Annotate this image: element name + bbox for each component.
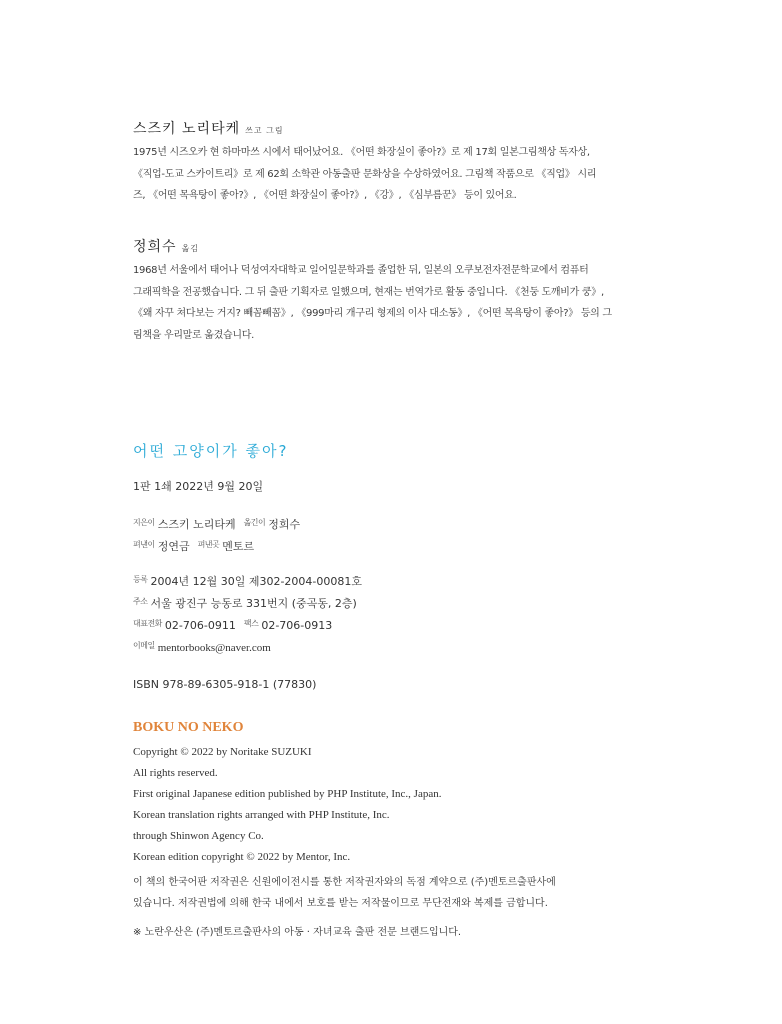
book-title: 어떤 고양이가 좋아? [133, 442, 289, 460]
publisher-label: 펴낸이 [133, 540, 155, 549]
address-value: 서울 광진구 능동로 331번지 (중곡동, 2층) [150, 597, 357, 610]
phone-value: 02-706-0911 [164, 619, 236, 632]
author-heading [133, 118, 633, 138]
copyright-line: First original Japanese edition published by PHP Institute, Inc., Japan. [133, 788, 442, 800]
original-copyright [133, 742, 633, 868]
email-value[interactable]: mentorbooks@naver.com [157, 642, 271, 654]
credits [133, 513, 633, 557]
original-title: BOKU NO NEKO [133, 720, 244, 735]
notice-line: 있습니다. 저작권법에 의해 한국 내에서 보호를 받는 저작물이므로 무단전재와 복제를 금합니다. [133, 898, 548, 909]
email-label: 이메일 [133, 641, 155, 650]
translator-section [133, 236, 633, 346]
author-name: 스즈키 노리타케 [133, 121, 241, 137]
copyright-line: Korean translation rights arranged with PHP Institute, Inc. [133, 809, 390, 821]
translator-bio-line: 《왜 자꾸 쳐다보는 거지? 빼꼼빼꼼》, 《999마리 개구리 형제의 이사 대소동》, 《어떤 목욕탕이 좋아?》 등의 그 [133, 308, 612, 319]
author-role: 쓰고 그림 [245, 126, 284, 135]
translator-label: 옮긴이 [243, 518, 266, 527]
phone-label: 대표전화 [133, 619, 162, 628]
copyright-notice [133, 872, 633, 914]
registration-value: 2004년 12월 30일 제302-2004-00081호 [150, 575, 362, 588]
author-bio-line: 즈, 《어떤 목욕탕이 좋아?》, 《어떤 화장실이 좋아?》, 《강》, 《심부름꾼》 등이 있어요. [133, 190, 517, 201]
author-bio-line: 《직업-도교 스카이트리》로 제 62회 소학관 아동출판 문화상을 수상하였어요. 그림책 작품으로 《직업》 시리 [133, 168, 597, 180]
copyright-line: through Shinwon Agency Co. [133, 830, 264, 842]
registration-label: 등록 [133, 575, 148, 584]
translator-bio [133, 260, 633, 346]
isbn: ISBN 978-89-6305-918-1 (77830) [133, 678, 317, 691]
notice-line: 이 책의 한국어판 저작권은 신원에이전시를 통한 저작권자와의 독점 계약으로 (주)멘토르출판사에 [133, 877, 556, 888]
author-label: 지은이 [133, 518, 155, 527]
address-row [133, 592, 633, 614]
email-row [133, 636, 633, 658]
address-label: 주소 [133, 597, 148, 606]
brand-note: ※ 노란우산은 (주)멘토르출판사의 아동 · 자녀교육 출판 전문 브랜드입니다. [133, 927, 462, 938]
fax-label: 팩스 [243, 619, 259, 628]
publisher-info [133, 570, 633, 658]
fax-value: 02-706-0913 [261, 619, 333, 632]
copyright-line: All rights reserved. [133, 767, 218, 779]
translator-role: 옮김 [181, 244, 200, 253]
copyright-line: Copyright © 2022 by Noritake SUZUKI [133, 746, 312, 758]
author-value: 스즈키 노리타케 [157, 518, 236, 531]
credits-row-1 [133, 513, 633, 535]
translator-heading [133, 236, 633, 256]
translator-bio-line: 그래픽학을 전공했습니다. 그 뒤 출판 기획자로 일했으며, 현재는 번역가로 활동 중입니다. 《천둥 도깨비가 쿵》, [133, 286, 604, 298]
publisher-value: 정연금 [157, 540, 190, 553]
translator-name: 정희수 [133, 239, 177, 255]
house-value: 멘토르 [222, 540, 255, 553]
edition-date: 1판 1쇄 2022년 9월 20일 [133, 480, 264, 493]
copyright-line: Korean edition copyright © 2022 by Mentor, Inc. [133, 851, 351, 863]
author-section [133, 118, 633, 207]
translator-value: 정희수 [268, 518, 301, 531]
registration-row [133, 570, 633, 592]
house-label: 펴낸곳 [197, 540, 220, 549]
phone-row [133, 614, 633, 636]
author-bio-line: 1975년 시즈오카 현 하마마쓰 시에서 태어났어요. 《어떤 화장실이 좋아?》로 제 17회 일본그림책상 독자상, [133, 147, 590, 158]
author-bio [133, 142, 633, 207]
translator-bio-line: 림책을 우리말로 옮겼습니다. [133, 329, 254, 341]
translator-bio-line: 1968년 서울에서 태어나 덕성여자대학교 일어일문학과를 졸업한 뒤, 일본의 오쿠보전자전문학교에서 컴퓨터 [133, 265, 589, 276]
credits-row-2 [133, 535, 633, 557]
